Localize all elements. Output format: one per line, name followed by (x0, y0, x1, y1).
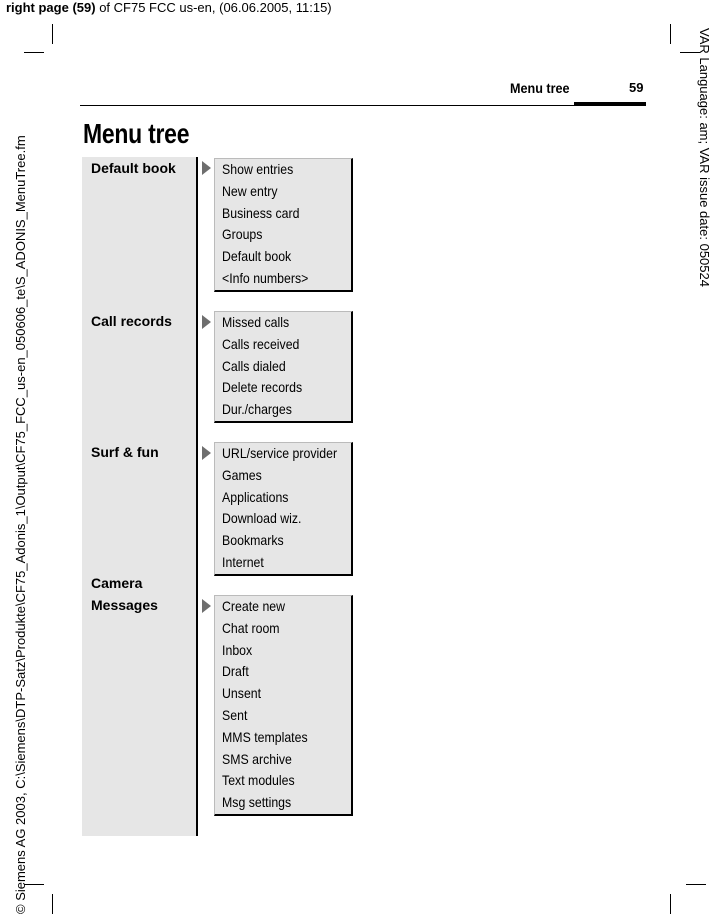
menu-item: Sent (222, 706, 248, 723)
menu-item: Show entries (222, 161, 294, 177)
crop-mark (670, 894, 671, 914)
menu-item: Inbox (222, 641, 253, 658)
menu-item: SMS archive (222, 750, 292, 767)
menu-item: Unsent (222, 685, 262, 702)
menu-item: Delete records (222, 379, 303, 396)
page-number: 59 (629, 80, 644, 95)
menu-item: Draft (222, 663, 249, 680)
category-column-rule (196, 157, 198, 836)
crop-mark (686, 884, 706, 885)
arrow-right-icon (202, 315, 211, 329)
arrow-right-icon (202, 599, 211, 613)
menu-item: Dur./charges (222, 401, 292, 418)
menu-item: Chat room (222, 619, 280, 636)
crop-mark (670, 24, 671, 44)
menu-item: Internet (222, 553, 264, 570)
category-camera: Camera (91, 575, 143, 591)
side-language-info: VAR Language: am; VAR issue date: 050524 (697, 28, 712, 287)
category-messages: Messages (91, 597, 158, 613)
menu-item: Bookmarks (222, 532, 284, 549)
menu-item: Missed calls (222, 314, 290, 330)
crop-mark (52, 894, 53, 914)
header-rule (80, 105, 646, 106)
menu-item: Text modules (222, 772, 295, 789)
menu-item: Download wiz. (222, 510, 302, 527)
menu-item: Default book (222, 248, 292, 265)
side-copyright-path: © Siemens AG 2003, C:\Siemens\DTP-Satz\Produkte\CF75_Adonis_1\Output\CF75_FCC_us-en_050606_te\S_ADONIS_MenuTree.fm (13, 135, 28, 914)
print-info-rest: of CF75 FCC us-en, (06.06.2005, 11:15) (95, 0, 332, 15)
print-info-page: right page (59) (6, 0, 96, 15)
menu-item: Msg settings (222, 794, 292, 811)
page-title: Menu tree (83, 118, 190, 149)
submenu-call-records (214, 311, 353, 423)
arrow-right-icon (202, 446, 211, 460)
header-page-rule (574, 102, 646, 106)
menu-item: Games (222, 466, 262, 483)
crop-mark (24, 52, 44, 53)
category-surf-fun: Surf & fun (91, 444, 159, 460)
menu-item: Calls dialed (222, 357, 286, 374)
menu-item: Create new (222, 598, 286, 614)
running-header-title: Menu tree (510, 80, 570, 96)
print-info (6, 0, 332, 15)
menu-item: Calls received (222, 335, 300, 352)
submenu-surf-fun (214, 442, 353, 576)
menu-item: Business card (222, 204, 300, 221)
menu-item: Groups (222, 226, 263, 243)
menu-item: MMS templates (222, 728, 308, 745)
category-call-records: Call records (91, 313, 172, 329)
crop-mark (52, 24, 53, 44)
menu-item: Applications (222, 488, 289, 505)
menu-item: <Info numbers> (222, 269, 309, 286)
menu-item: URL/service provider (222, 445, 338, 461)
arrow-right-icon (202, 161, 211, 175)
menu-item: New entry (222, 182, 278, 199)
category-default-book: Default book (91, 160, 176, 176)
submenu-messages (214, 595, 353, 816)
submenu-default-book (214, 158, 353, 292)
category-column (82, 157, 196, 836)
